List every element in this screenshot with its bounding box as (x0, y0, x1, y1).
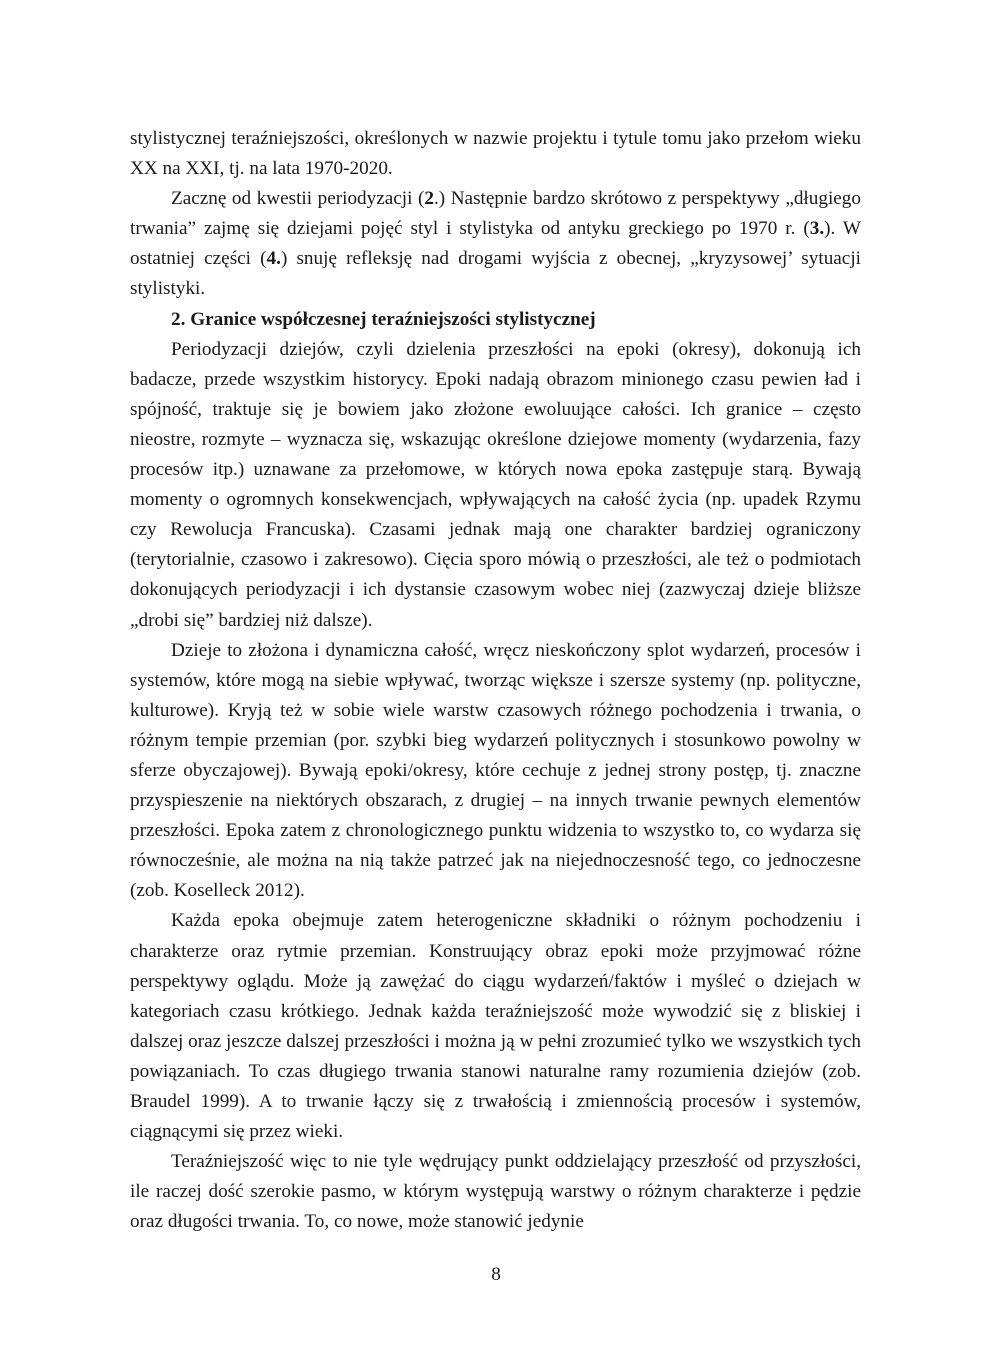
continuation-paragraph: stylistycznej teraźniejszości, określonych w nazwie projektu i tytule tomu jako przełom wieku XX na XXI, tj. na lata 1970-2020. (130, 128, 861, 180)
intro-text-4: ) snuję refleksję nad drogami wyjścia z obecnej, „kryzysowej’ sytuacji stylistyki. (130, 248, 861, 300)
intro-text-1: Zacznę od kwestii periodyzacji ( (171, 188, 425, 210)
intro-paragraph (130, 184, 861, 304)
body-paragraph: Dzieje to złożona i dynamiczna całość, wręcz nieskończony splot wydarzeń, procesów i systemów, które mogą na siebie wpływać, tworząc większe i szersze systemy (np. polityczne, kulturowe). Kryją też w sobie wiele warstw czasowych różnego pochodzenia i trwania, o różnym tempie przemian (por. szybki bieg wydarzeń politycznych i stosunkowo powolny w sferze obyczajowej). Bywają epoki/okresy, które cechuje z jednej strony postęp, tj. znaczne przyspieszenie na niektórych obszarach, z drugiej – na innych trwanie pewnych elementów przeszłości. Epoka zatem z chronologicznego punktu widzenia to wszystko to, co wydarza się równocześnie, ale można na nią także patrzeć jak na niejednoczesność tego, co jednoczesne (zob. Koselleck 2012). (130, 639, 861, 902)
document-page (130, 124, 861, 1237)
body-paragraph: Periodyzacji dziejów, czyli dzielenia przeszłości na epoki (okresy), dokonują ich badacze, przede wszystkim historycy. Epoki nadają obrazom minionego czasu pewien ład i spójność, traktuje się je bowiem jako złożone ewoluujące całości. Ich granice – często nieostre, rozmyte – wyznacza się, wskazując określone dziejowe momenty (wydarzenia, fazy procesów itp.) uznawane za przełomowe, w których nowa epoka zastępuje starą. Bywają momenty o ogromnych konsekwencjach, wpływających na całość życia (np. upadek Rzymu czy Rewolucja Francuska). Czasami jednak mają one charakter bardziej ograniczony (terytorialnie, czasowo i zakresowo). Cięcia sporo mówią o przeszłości, ale też o podmiotach dokonujących periodyzacji i ich dystansie czasowym wobec niej (zazwyczaj dzieje bliższe „drobi się” bardziej niż dalsze). (130, 338, 861, 631)
section-ref-2: 2 (424, 188, 434, 210)
section-ref-4: 4. (266, 248, 281, 270)
intro-text-3: ). W ostatniej części ( (130, 218, 862, 270)
section-heading: 2. Granice współczesnej teraźniejszości stylistycznej (171, 308, 596, 330)
intro-text-2: .) Następnie bardzo skrótowo z perspektywy „długiego trwania” zajmę się dziejami pojęć styl i stylistyka od antyku greckiego po 1970 r. ( (130, 188, 861, 240)
body-paragraph: Każda epoka obejmuje zatem heterogeniczne składniki o różnym pochodzeniu i charakterze oraz rytmie przemian. Konstruujący obraz epoki może przyjmować różne perspektywy oglądu. Może ją zawężać do ciągu wydarzeń/faktów i myśleć o dziejach w kategoriach czasu krótkiego. Jednak każda teraźniejszość może wywodzić się z bliskiej i dalszej oraz jeszcze dalszej przeszłości i można ją w pełni zrozumieć tylko we wszystkich tych powiązaniach. To czas długiego trwania stanowi naturalne ramy rozumienia dziejów (zob. Braudel 1999). A to trwanie łączy się z trwałością i zmiennością procesów i systemów, ciągnącymi się przez wieki. (130, 910, 861, 1143)
body-paragraph: Teraźniejszość więc to nie tyle wędrujący punkt oddzielający przeszłość od przyszłości, ile raczej dość szerokie pasmo, w którym występują warstwy o różnym charakterze i pędzie oraz długości trwania. To, co nowe, może stanowić jedynie (130, 1151, 861, 1233)
page-number: 8 (491, 1264, 501, 1285)
section-ref-3: 3. (809, 218, 825, 240)
